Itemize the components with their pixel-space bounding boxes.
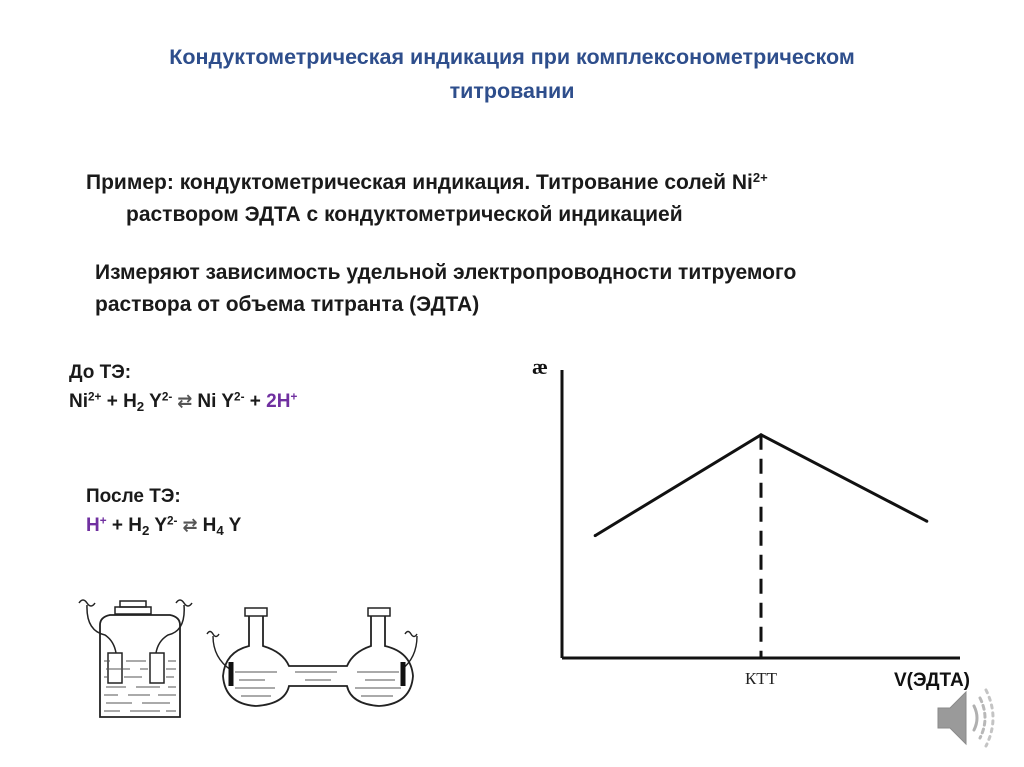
after-te-equation (86, 511, 241, 540)
eq-ni: Ni (69, 391, 88, 412)
data-point-2 (925, 520, 928, 523)
data-point-0 (594, 534, 597, 537)
before-te-label: До ТЭ: (69, 362, 132, 383)
eq2-y2: Y (223, 515, 242, 536)
title-line-1: Кондуктометрическая индикация при комплексонометрическом (169, 45, 855, 69)
eq-plus: + (244, 391, 267, 412)
eq2-plus-h: + H (106, 515, 142, 536)
example-line-1: Пример: кондуктометрическая индикация. Титрование солей Ni (86, 171, 753, 194)
eq2-proton-charge: + (99, 514, 107, 528)
y-axis-label: æ (532, 354, 548, 379)
eq-niy: Ni Y (197, 391, 235, 412)
slide-title (40, 40, 984, 108)
equilibrium-arrow-icon: ⇄ (177, 515, 203, 535)
eq2-h: H (202, 515, 217, 536)
x-axis-label: V(ЭДТА) (893, 670, 970, 691)
after-equivalence-block (86, 483, 241, 540)
eq2-y-charge: 2- (167, 514, 178, 528)
conductivity-cell-flask-icon (205, 600, 430, 715)
measure-paragraph (95, 257, 975, 321)
titration-chart (520, 350, 980, 700)
eq-y-charge: 2- (161, 390, 173, 404)
eq-y: Y (144, 391, 162, 412)
eq2-h-sub: 2 (141, 522, 150, 538)
eq2-h-sub4: 4 (216, 522, 224, 538)
after-te-label: После ТЭ: (86, 486, 181, 507)
data-point-1 (760, 433, 763, 436)
nickel-charge: 2+ (752, 169, 768, 185)
before-te-equation (69, 387, 297, 416)
eq2-y: Y (149, 515, 167, 536)
eq-plus-h: + H (101, 391, 137, 412)
example-paragraph (86, 167, 956, 231)
title-line-2: титровании (449, 79, 575, 103)
eq-ni-charge: 2+ (88, 390, 102, 404)
eq-protons-charge: + (290, 390, 298, 404)
eq2-proton: H (86, 515, 100, 536)
eq-niy-charge: 2- (234, 390, 245, 404)
equivalence-point-label: КТТ (744, 669, 778, 688)
conductivity-cell-beaker-icon (70, 595, 205, 725)
speaker-icon[interactable] (930, 682, 998, 754)
example-line-2: раствором ЭДТА с кондуктометрической индикацией (126, 203, 683, 226)
equilibrium-arrow-icon: ⇄ (172, 391, 198, 411)
eq-protons: 2H (266, 391, 291, 412)
before-equivalence-block (69, 359, 297, 416)
measure-line-2: раствора от объема титранта (ЭДТА) (95, 293, 480, 316)
eq-h-sub: 2 (136, 398, 145, 414)
measure-line-1: Измеряют зависимость удельной электропроводности титруемого (95, 261, 797, 284)
